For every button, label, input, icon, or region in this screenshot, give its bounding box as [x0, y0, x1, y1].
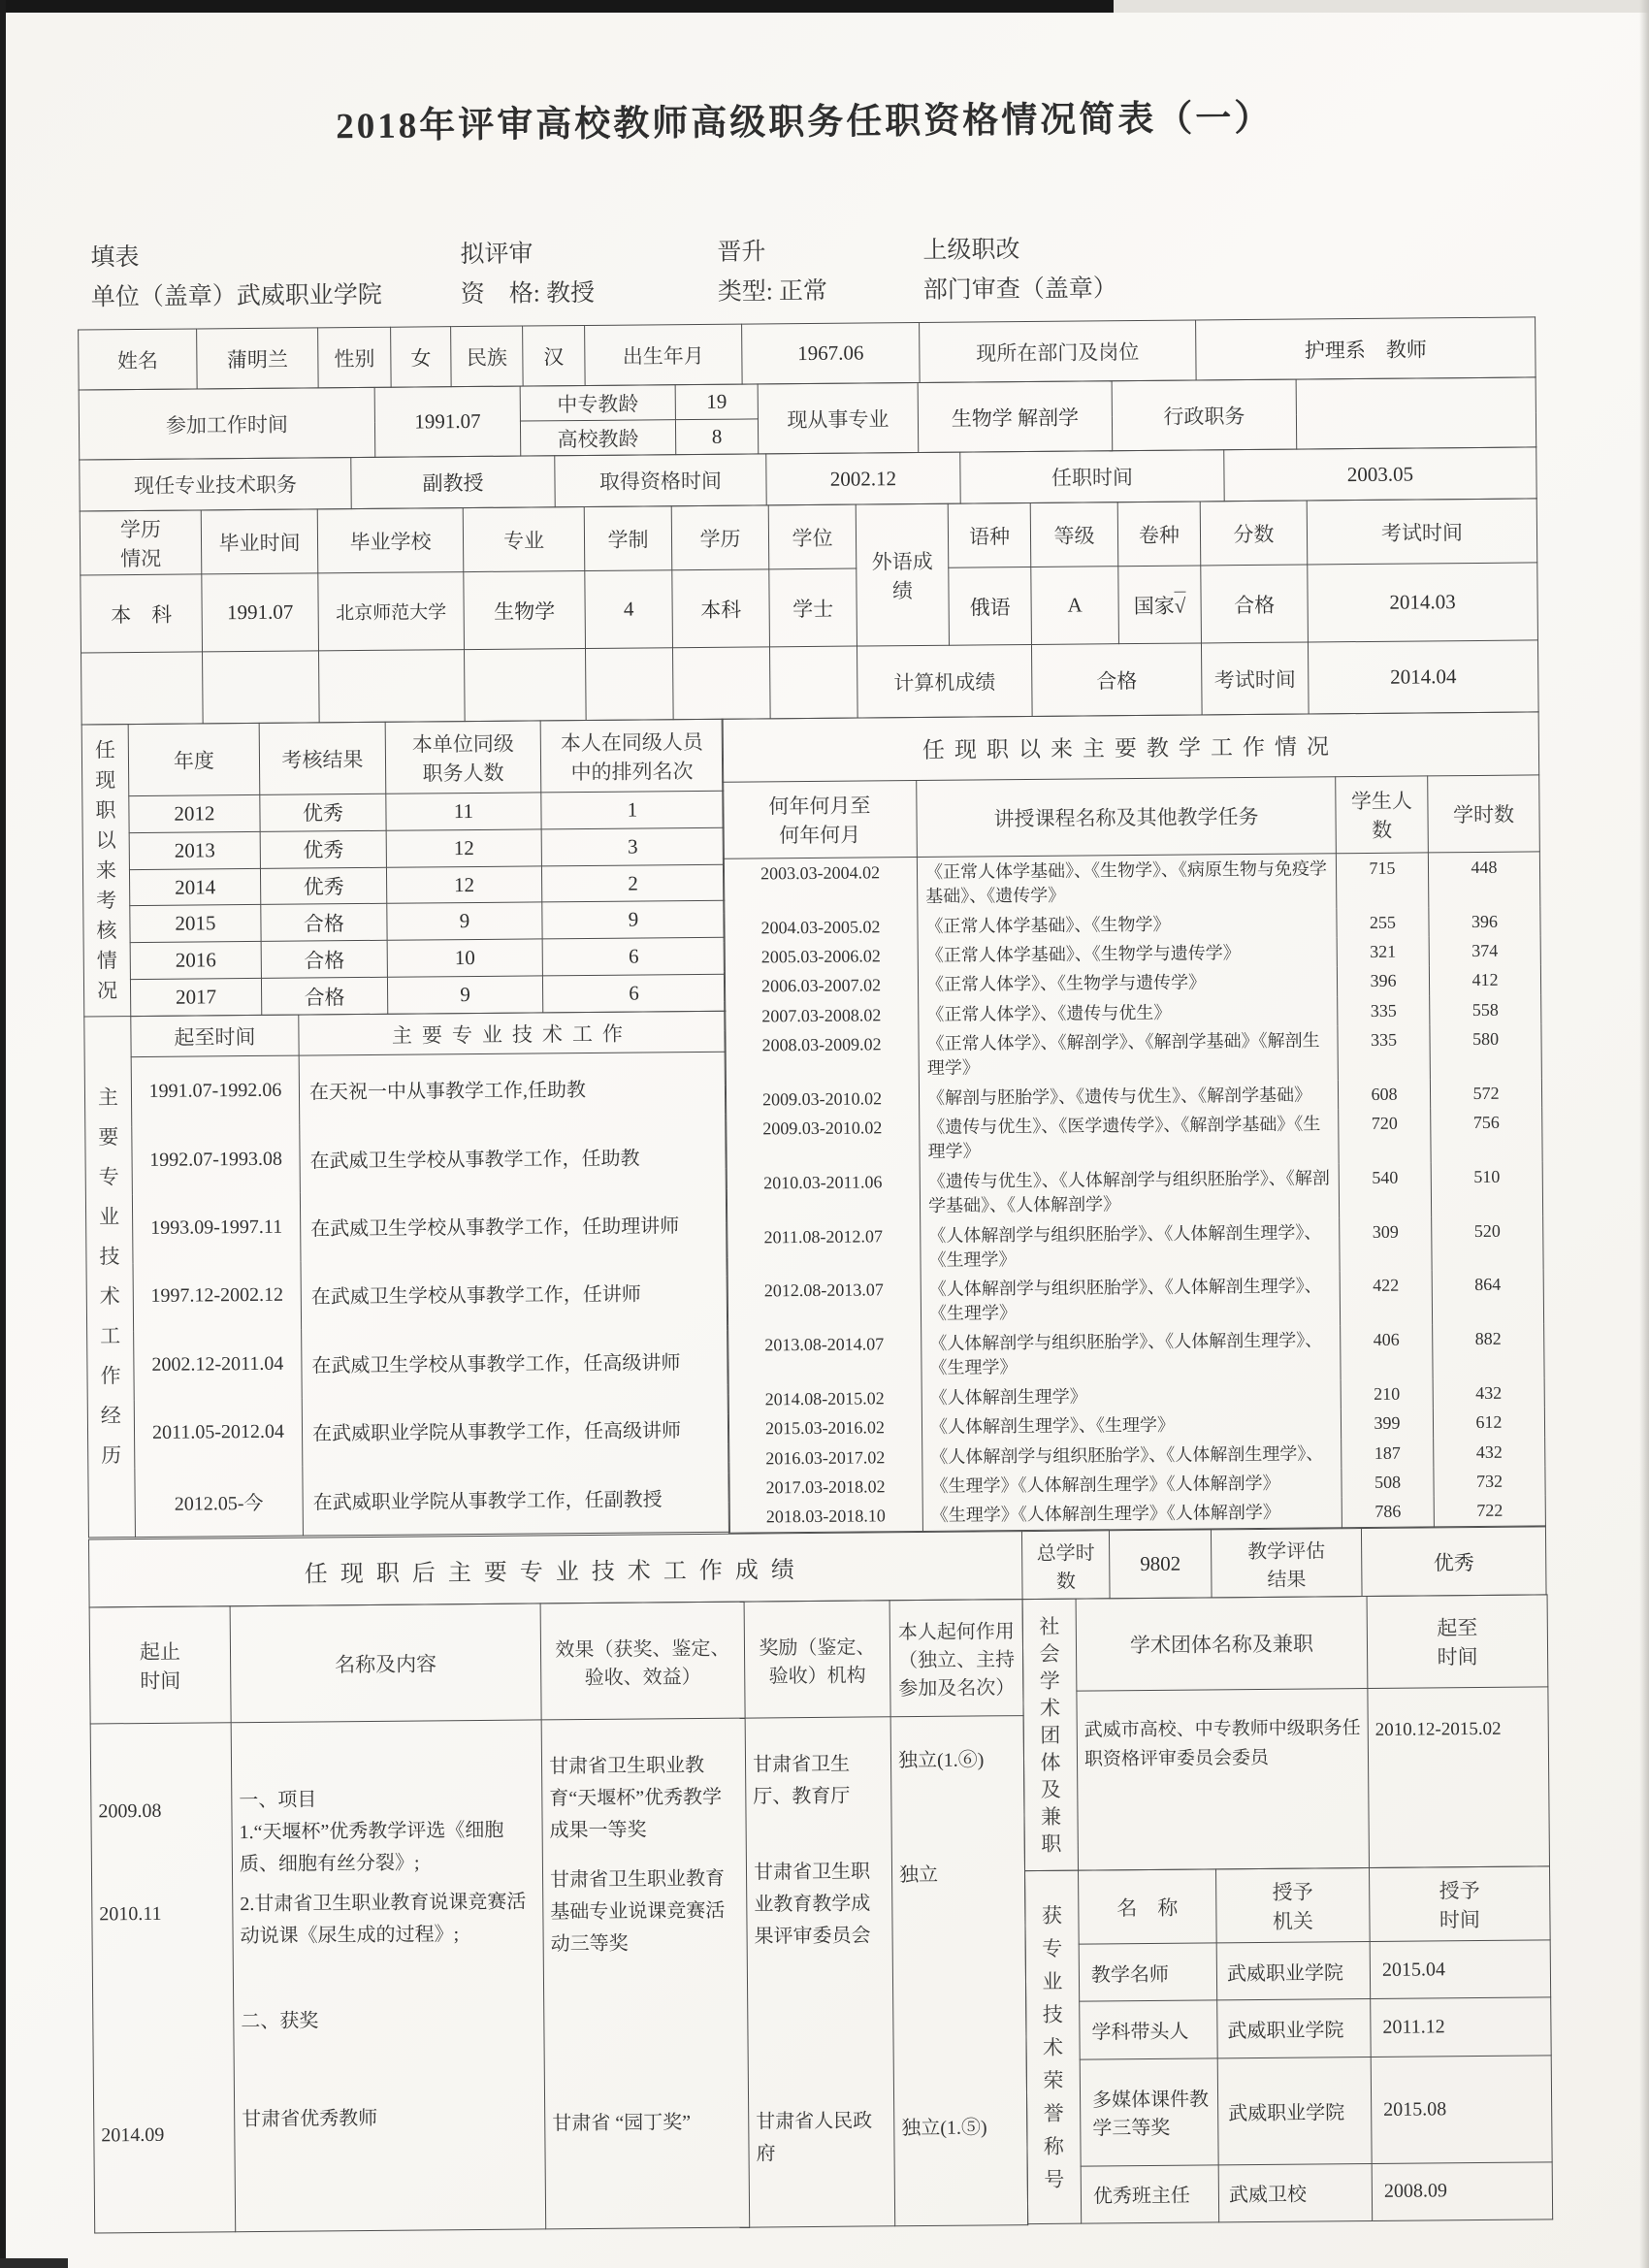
table-cell: 《正常人体学基础》、《生物学》、《病原生物与免疫学基础》、《遗传学》 — [917, 854, 1336, 912]
table-cell: 2003.03-2004.02 — [723, 857, 917, 913]
table-cell: 2013.08-2014.07 — [728, 1329, 922, 1384]
table-cell: 572 — [1430, 1078, 1541, 1108]
table-cell: 9 — [387, 902, 542, 940]
scan-edge-bottom-left — [0, 2258, 68, 2268]
computer-exam-time-label: 考试时间 — [1201, 642, 1309, 715]
grad-time-value: 1991.07 — [202, 573, 319, 652]
social-section-label: 社会学术团体及兼职 — [1022, 1599, 1078, 1870]
achieve-time-column — [90, 1723, 236, 2233]
table-cell: 武威职业学院 — [1217, 1999, 1372, 2058]
bottom-right-column — [1022, 1594, 1553, 2224]
level-header: 等级 — [1030, 502, 1118, 567]
achieve-role-1: 独立(1.⑥) — [897, 1749, 985, 1772]
academic-header: 学位 — [768, 504, 857, 569]
table-cell: 432 — [1434, 1437, 1545, 1467]
empty-cell — [319, 650, 466, 723]
academic-value: 学士 — [769, 568, 857, 647]
form-content — [76, 85, 1551, 2232]
assessment-section-label: 任现职以来考核情况 — [81, 725, 131, 1017]
grad-time-header: 毕业时间 — [201, 509, 318, 574]
table-cell: 406 — [1341, 1325, 1433, 1380]
achieve-name-1b: 1.“天堰杯”优秀教学评选《细胞质、细胞有丝分裂》; — [239, 1819, 504, 1876]
table-cell: 《人体解剖生理学》 — [922, 1379, 1341, 1412]
achieve-org-header: 奖励（鉴定、验收）机构 — [744, 1601, 890, 1718]
table-cell: 2014.08-2015.02 — [728, 1383, 922, 1414]
table-cell: 12 — [386, 829, 541, 867]
edu-major-header: 专业 — [463, 506, 585, 571]
table-cell: 在武威卫生学校从事教学工作，任高级讲师 — [302, 1326, 729, 1398]
table-cell: 在天祝一中从事教学工作,任助教 — [299, 1052, 727, 1124]
achieve-time-1: 2009.08 — [98, 1799, 162, 1823]
teaching-hours-header: 学时数 — [1428, 775, 1540, 853]
table-cell: 《解剖与胚胎学》、《遗传与优生》、《解剖学基础》 — [919, 1080, 1338, 1113]
table-cell: 《正常人体学基础》、《生物学与遗传学》 — [918, 937, 1337, 970]
table-cell: 6 — [542, 938, 725, 976]
degree-value: 本科 — [672, 569, 770, 648]
table-cell: 2018.03-2018.10 — [728, 1501, 922, 1533]
teaching-section — [722, 711, 1545, 1533]
form-header-info — [77, 225, 1535, 317]
achieve-role-header: 本人起何作用（独立、主持参加及名次） — [889, 1600, 1023, 1717]
table-cell: 合格 — [261, 977, 387, 1015]
table-cell: 2017.03-2018.02 — [728, 1472, 922, 1503]
table-cell: 2011.08-2012.07 — [727, 1221, 921, 1277]
paper-type-national: 国家 — [1133, 594, 1175, 618]
social-groups-table — [1022, 1594, 1550, 1871]
table-cell: 优秀班主任 — [1081, 2164, 1219, 2223]
teaching-eval-label: 教学评估结果 — [1211, 1529, 1362, 1598]
table-row — [88, 1463, 730, 1538]
department-label: 现所在部门及岗位 — [920, 320, 1197, 382]
achieve-effect-column — [541, 1718, 750, 2229]
college-teaching-age-label: 高校教龄 — [520, 420, 675, 456]
computer-score-value: 合格 — [1031, 643, 1202, 717]
table-cell: 《人体解剖学与组织胚胎学》、《人体解剖生理学》、《生理学》 — [922, 1325, 1341, 1382]
table-row — [86, 1258, 728, 1332]
table-cell: 608 — [1338, 1079, 1430, 1109]
admin-post-value — [1296, 377, 1536, 449]
achieve-effect-3: 甘肃省 “园丁奖” — [552, 2112, 692, 2135]
gender-value: 女 — [391, 327, 452, 388]
table-cell: 1991.07-1992.06 — [131, 1055, 300, 1126]
page-title: 2018年评审高校教师高级职务任职资格情况简表（一） — [336, 98, 1274, 147]
table-cell: 756 — [1431, 1108, 1542, 1163]
workstart-label: 参加工作时间 — [79, 387, 375, 460]
social-name-header: 学术团体名称及兼职 — [1076, 1596, 1368, 1691]
table-cell: 3 — [541, 827, 724, 865]
assessment-rank-header: 本人在同级人员中的排列名次 — [540, 719, 724, 793]
table-cell: 多媒体课件教学三等奖 — [1080, 2058, 1218, 2166]
table-cell: 422 — [1340, 1271, 1432, 1326]
table-cell: 《正常人体学基础》、《生物学》 — [918, 908, 1337, 941]
table-cell: 187 — [1342, 1438, 1434, 1468]
secondary-teaching-age-label: 中专教龄 — [520, 385, 675, 421]
table-cell: 558 — [1430, 994, 1541, 1024]
table-cell: 《遗传与优生》、《人体解剖学与组织胚胎学》、《解剖学基础》、《人体解剖学》 — [920, 1163, 1339, 1220]
middle-section — [81, 711, 1545, 1539]
assessment-table — [81, 719, 727, 1018]
table-row — [85, 1121, 728, 1195]
birth-label: 出生年月 — [585, 324, 743, 385]
level-value: A — [1031, 567, 1119, 645]
achieve-role-column — [890, 1716, 1028, 2226]
achieve-name-column — [231, 1720, 546, 2232]
computer-score-label: 计算机成绩 — [857, 644, 1032, 718]
table-cell: 2009.03-2010.02 — [726, 1113, 920, 1168]
table-row — [82, 791, 724, 833]
table-row — [84, 1052, 727, 1126]
table-cell: 399 — [1341, 1409, 1433, 1439]
table-cell: 374 — [1429, 935, 1540, 965]
table-cell: 2008.03-2009.02 — [725, 1029, 919, 1085]
table-cell: 武威职业学院 — [1216, 1941, 1371, 2000]
table-cell: 2011.12 — [1371, 1997, 1552, 2057]
table-cell: 2008.09 — [1372, 2161, 1553, 2220]
table-cell: 335 — [1338, 1025, 1430, 1081]
table-row — [85, 1189, 728, 1263]
school-header: 毕业学校 — [317, 508, 464, 573]
table-cell: 优秀 — [260, 830, 386, 868]
table-cell: 715 — [1336, 853, 1428, 908]
teaching-students-header: 学生人数 — [1336, 776, 1429, 854]
table-row — [82, 827, 724, 870]
table-row — [728, 1324, 1544, 1385]
degree-header: 学历 — [671, 505, 769, 570]
work-exp-time-header: 起至时间 — [131, 1015, 299, 1057]
table-cell: 2011.05-2012.04 — [134, 1398, 303, 1468]
major-value: 生物学 解剖学 — [918, 381, 1113, 453]
score-header: 分数 — [1200, 501, 1308, 566]
table-cell: 2007.03-2008.02 — [725, 1000, 919, 1031]
language-value: 俄语 — [949, 567, 1032, 645]
review-qualification-line2: 资 格: 教授 — [460, 279, 596, 308]
workstart-value: 1991.07 — [374, 386, 521, 457]
total-hours-label: 总学时数 — [1021, 1531, 1110, 1600]
edu-major-value: 生物学 — [464, 570, 586, 649]
promotion-type-line2: 类型: 正常 — [717, 277, 828, 306]
empty-cell — [585, 648, 673, 721]
table-cell: 在武威卫生学校从事教学工作，任助教 — [300, 1121, 728, 1193]
secondary-teaching-age-value: 19 — [675, 384, 758, 420]
table-cell: 2002.12-2011.04 — [134, 1330, 303, 1400]
years-value: 4 — [585, 570, 673, 649]
middle-left-column — [81, 719, 729, 1539]
table-row — [83, 974, 725, 1017]
table-cell: 309 — [1340, 1216, 1432, 1272]
table-cell: 2016.03-2017.02 — [728, 1442, 922, 1474]
achievements-table — [89, 1599, 1029, 2233]
admin-post-label: 行政职务 — [1112, 379, 1297, 451]
honors-name-header: 名 称 — [1079, 1869, 1217, 1944]
table-cell: 612 — [1433, 1408, 1544, 1438]
table-cell: 335 — [1338, 995, 1430, 1025]
table-cell: 武威卫校 — [1218, 2163, 1373, 2222]
paper-type-value — [1118, 566, 1202, 644]
table-cell: 580 — [1430, 1024, 1541, 1080]
achieve-org-column — [745, 1717, 895, 2227]
table-cell: 2005.03-2006.02 — [724, 941, 918, 972]
table-cell: 882 — [1433, 1324, 1544, 1379]
honors-section-label: 获专业技术荣誉称号 — [1025, 1870, 1082, 2223]
qualification-time-label: 取得资格时间 — [555, 454, 766, 507]
scan-edge-top-right — [1114, 0, 1649, 13]
table-cell: 508 — [1342, 1467, 1434, 1497]
table-cell: 432 — [1433, 1377, 1544, 1408]
table-row — [725, 1024, 1541, 1085]
bottom-section — [89, 1594, 1552, 2232]
superior-review-line2: 部门审查（盖章） — [922, 275, 1117, 304]
computer-exam-time-value: 2014.04 — [1308, 640, 1538, 714]
achievements-section-title: 任现职后主要专业技术工作成绩 — [88, 1532, 1022, 1607]
table-cell: 优秀 — [260, 794, 386, 831]
school-value: 北京师范大学 — [318, 572, 465, 651]
achieve-effect-2: 甘肃省卫生职业教育基础专业说课竞赛活动三等奖 — [549, 1867, 726, 1956]
table-cell: 2012.05-今 — [135, 1467, 304, 1538]
table-cell: 《正常人体学》、《遗传与优生》 — [919, 996, 1338, 1029]
fill-unit-line1: 填表 — [90, 243, 140, 272]
teaching-course-header: 讲授课程名称及其他教学任务 — [917, 777, 1337, 858]
table-cell: 1992.07-1993.08 — [132, 1125, 301, 1195]
honors-org-header: 授予机关 — [1216, 1867, 1371, 1942]
exam-time-value: 2014.03 — [1308, 563, 1538, 642]
teaching-table — [722, 711, 1546, 1533]
appointment-time-label: 任职时间 — [960, 450, 1224, 503]
table-cell: 2012.08-2013.07 — [727, 1275, 921, 1330]
table-cell: 合格 — [261, 904, 387, 942]
table-cell: 9 — [387, 976, 542, 1014]
teaching-period-header: 何年何月至何年何月 — [723, 780, 918, 859]
promotion-type-line1: 晋升 — [717, 239, 766, 266]
scan-edge-left — [0, 0, 6, 2268]
fill-unit-line2: 单位（盖章）武威职业学院 — [90, 281, 382, 311]
score-value: 合格 — [1201, 565, 1309, 643]
table-cell: 412 — [1429, 965, 1540, 995]
table-cell: 《正常人体学》、《生物学与遗传学》 — [918, 967, 1337, 1000]
ethnic-value: 汉 — [523, 325, 586, 386]
table-cell: 2012 — [129, 794, 260, 832]
table-cell: 722 — [1434, 1496, 1545, 1527]
table-row — [726, 1161, 1542, 1222]
social-time-header: 起至时间 — [1367, 1595, 1548, 1689]
years-header: 学制 — [584, 506, 672, 571]
table-row — [82, 864, 724, 907]
table-cell: 《人体解剖学与组织胚胎学》、《人体解剖生理学》、 — [922, 1439, 1342, 1472]
achieve-role-3: 独立(1.⑤) — [901, 2117, 987, 2140]
empty-cell — [81, 652, 204, 725]
table-cell: 2016 — [130, 942, 261, 980]
work-exp-section-label: 主要专业技术工作经历 — [84, 1017, 136, 1538]
table-cell: 12 — [386, 866, 541, 904]
honors-table — [1024, 1865, 1553, 2224]
current-title-value: 副教授 — [351, 456, 555, 509]
achieve-time-header: 起止时间 — [89, 1606, 231, 1724]
table-row — [87, 1326, 729, 1400]
language-header: 语种 — [948, 502, 1031, 567]
social-time-value: 2010.12-2015.02 — [1368, 1687, 1550, 1868]
table-cell: 396 — [1337, 966, 1429, 996]
achieve-role-2: 独立 — [898, 1863, 939, 1887]
empty-cell — [465, 648, 587, 721]
table-row — [83, 901, 725, 944]
name-value: 蒲明兰 — [197, 328, 319, 389]
fill-unit — [77, 235, 461, 317]
paper-type-header: 卷种 — [1117, 502, 1201, 567]
table-row — [1026, 2056, 1552, 2167]
birth-value: 1967.06 — [742, 322, 921, 384]
table-cell: 《正常人体学》、《解剖学》、《解剖学基础》《解剖生理学》 — [919, 1025, 1338, 1083]
achieve-effect-header: 效果（获奖、鉴定、验收、效益） — [540, 1602, 745, 1720]
table-cell: 《生理学》《人体解剖生理学》《人体解剖学》 — [922, 1468, 1342, 1501]
superior-review-line1: 上级职改 — [922, 237, 1020, 264]
table-cell: 2 — [541, 864, 724, 902]
table-cell: 优秀 — [260, 867, 386, 905]
achieve-org-3: 甘肃省人民政府 — [756, 2110, 873, 2165]
current-title-label: 现任专业技术职务 — [80, 458, 351, 511]
table-cell: 11 — [386, 793, 541, 830]
table-row — [723, 852, 1539, 914]
table-cell: 210 — [1341, 1378, 1433, 1409]
table-cell: 2010.03-2011.06 — [726, 1167, 920, 1222]
table-cell: 在武威卫生学校从事教学工作，任助理讲师 — [300, 1189, 728, 1261]
table-cell: 2006.03-2007.02 — [724, 970, 918, 1001]
assessment-year-header: 年度 — [128, 723, 260, 795]
table-cell: 1 — [541, 791, 724, 828]
table-cell: 448 — [1428, 852, 1539, 907]
table-row — [1025, 1940, 1550, 2002]
achieve-name-2a: 2.甘肃省卫生职业教育说课竞赛活动说课《尿生成的过程》; — [240, 1891, 527, 1948]
teaching-section-title: 任现职以来主要教学工作情况 — [722, 712, 1539, 782]
table-cell: 《人体解剖学与组织胚胎学》、《人体解剖生理学》、《生理学》 — [921, 1272, 1340, 1329]
table-cell: 《生理学》《人体解剖生理学》《人体解剖学》 — [922, 1498, 1342, 1532]
achieve-time-3: 2014.09 — [101, 2123, 165, 2147]
table-cell: 2017 — [130, 979, 261, 1017]
education-section-label: 学历情况 — [80, 510, 202, 575]
table-cell: 10 — [387, 939, 542, 977]
review-qualification — [460, 233, 718, 314]
work-exp-work-header: 主要专业技术工作 — [299, 1011, 726, 1055]
assessment-result-header: 考核结果 — [259, 722, 386, 794]
achieve-name-header: 名称及内容 — [230, 1604, 541, 1723]
empty-cell — [769, 646, 857, 719]
table-cell: 732 — [1434, 1466, 1545, 1496]
name-label: 姓名 — [79, 329, 198, 390]
review-qualification-line1: 拟评审 — [460, 241, 534, 269]
scan-edge-right — [1639, 0, 1649, 2268]
table-row — [1027, 2161, 1552, 2223]
table-row — [727, 1270, 1543, 1331]
table-cell: 《人体解剖生理学》、《生理学》 — [922, 1409, 1341, 1442]
table-cell: 510 — [1431, 1161, 1542, 1216]
achieve-name-2b: 二、获奖 — [241, 2010, 319, 2033]
table-cell: 在武威职业学院从事教学工作，任副教授 — [303, 1463, 730, 1536]
achieve-org-2: 甘肃省卫生职业教育教学成果评审委员会 — [753, 1861, 871, 1948]
empty-cell — [672, 647, 770, 720]
table-cell: 2015.08 — [1371, 2056, 1552, 2164]
table-row — [83, 938, 725, 981]
teaching-eval-value: 优秀 — [1361, 1527, 1546, 1597]
table-cell: 在武威卫生学校从事教学工作，任讲师 — [301, 1258, 728, 1330]
social-name-value: 武威市高校、中专教师中级职务任职资格评审委员会委员 — [1077, 1688, 1370, 1870]
department-value: 护理系 教师 — [1196, 317, 1536, 380]
table-cell: 9 — [542, 901, 725, 939]
table-cell: 合格 — [261, 941, 387, 979]
table-cell: 396 — [1429, 906, 1540, 936]
table-cell: 786 — [1342, 1497, 1434, 1528]
empty-cell — [203, 651, 320, 724]
table-cell: 720 — [1339, 1109, 1431, 1164]
education-section — [80, 498, 1539, 725]
qualification-time-value: 2002.12 — [766, 452, 960, 505]
work-experience-table — [83, 1011, 730, 1539]
achieve-name-1a: 一、项目 — [239, 1789, 317, 1812]
table-cell: 学科带头人 — [1080, 2000, 1218, 2059]
achieve-name-3: 甘肃省优秀教师 — [242, 2107, 378, 2131]
table-cell: 2015.03-2016.02 — [728, 1412, 922, 1443]
table-cell: 2015 — [130, 905, 261, 943]
table-cell: 《人体解剖学与组织胚胎学》、《人体解剖生理学》、《生理学》 — [921, 1217, 1340, 1275]
major-label: 现从事专业 — [758, 382, 919, 453]
table-cell: 255 — [1337, 907, 1429, 937]
table-cell: 武威职业学院 — [1217, 2057, 1372, 2164]
achieve-time-2: 2010.11 — [99, 1902, 162, 1926]
education-level-value: 本 科 — [81, 574, 203, 653]
table-row — [1026, 1997, 1551, 2059]
assessment-peers-header: 本单位同级职务人数 — [385, 721, 541, 794]
table-cell: 2014 — [129, 868, 260, 906]
gender-label: 性别 — [318, 327, 392, 388]
exam-time-header: 考试时间 — [1307, 499, 1537, 565]
achieve-effect-1: 甘肃省卫生职业教育“天堰杯”优秀教学成果一等奖 — [548, 1754, 723, 1842]
table-row — [726, 1108, 1542, 1169]
total-hours-value: 9802 — [1109, 1530, 1212, 1599]
table-cell: 教学名师 — [1079, 1943, 1217, 2002]
paper-type-checkmark: √ — [1175, 591, 1186, 617]
table-cell: 2004.03-2005.02 — [724, 912, 918, 943]
promotion-type — [717, 231, 923, 312]
table-cell: 2009.03-2010.02 — [725, 1084, 919, 1115]
table-cell: 在武威职业学院从事教学工作，任高级讲师 — [302, 1394, 729, 1466]
table-cell: 520 — [1432, 1215, 1543, 1271]
table-row — [87, 1394, 729, 1468]
achieve-org-1: 甘肃省卫生厅、教育厅 — [752, 1753, 851, 1808]
table-cell: 540 — [1339, 1162, 1431, 1217]
table-cell: 864 — [1432, 1270, 1543, 1325]
superior-review — [922, 227, 1331, 310]
honors-time-header: 授予时间 — [1369, 1866, 1550, 1942]
foreign-score-label: 外语成绩 — [856, 503, 949, 646]
table-cell: 1997.12-2002.12 — [133, 1261, 302, 1331]
table-row — [727, 1215, 1543, 1277]
table-cell: 《遗传与优生》、《医学遗传学》、《解剖学基础》《生理学》 — [920, 1110, 1339, 1167]
table-cell: 6 — [542, 974, 725, 1012]
table-cell: 321 — [1337, 936, 1429, 966]
scan-edge-top — [0, 0, 1114, 13]
table-cell: 2015.04 — [1370, 1940, 1551, 1999]
table-cell: 2013 — [129, 831, 260, 869]
ethnic-label: 民族 — [451, 326, 524, 387]
college-teaching-age-value: 8 — [675, 419, 758, 455]
table-row — [728, 1496, 1545, 1533]
table-cell: 1993.09-1997.11 — [132, 1193, 301, 1263]
appointment-time-value: 2003.05 — [1224, 447, 1536, 502]
